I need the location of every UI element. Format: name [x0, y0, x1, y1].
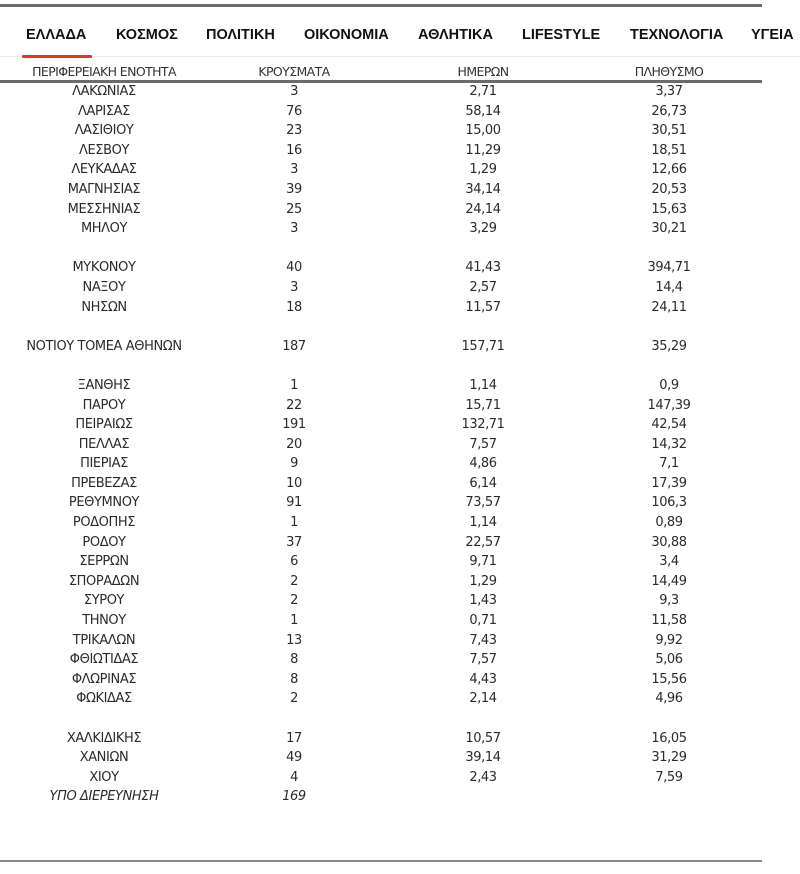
table-row — [0, 260, 762, 280]
cell-population: 12,66 — [651, 162, 687, 178]
table-row — [0, 104, 762, 124]
cell-days: 41,43 — [465, 260, 501, 276]
column-header-days: ΗΜΕΡΩΝ — [457, 64, 509, 79]
cell-cases: 2 — [290, 573, 298, 589]
table-row — [0, 182, 762, 202]
cell-cases: 40 — [286, 260, 302, 276]
cell-region: ΝΟΤΙΟΥ ΤΟΜΕΑ ΑΘΗΝΩΝ — [26, 338, 182, 354]
cell-region: ΜΥΚΟΝΟΥ — [72, 260, 136, 276]
table-row — [0, 652, 762, 672]
cell-region: ΣΥΡΟΥ — [83, 593, 125, 609]
cell-cases: 3 — [290, 279, 298, 295]
cell-days: 15,00 — [465, 123, 501, 139]
cell-region: ΛΑΣΙΘΙΟΥ — [74, 123, 134, 139]
cell-cases: 8 — [290, 671, 298, 687]
main-nav — [0, 17, 800, 57]
cell-population: 30,51 — [651, 123, 687, 139]
cell-population: 7,59 — [655, 769, 683, 785]
cell-population: 11,58 — [651, 613, 687, 629]
cell-days: 15,71 — [465, 397, 501, 413]
cell-days: 2,57 — [469, 279, 497, 295]
cell-region: ΧΙΟΥ — [89, 769, 119, 785]
cell-region: ΤΡΙΚΑΛΩΝ — [72, 632, 136, 648]
cell-cases: 25 — [286, 201, 302, 217]
table-row — [0, 770, 762, 790]
table-row — [0, 162, 762, 182]
cell-population: 147,39 — [647, 397, 691, 413]
cell-region: ΜΑΓΝΗΣΙΑΣ — [67, 181, 141, 197]
cell-population: 30,88 — [651, 534, 687, 550]
cell-region: ΛΑΚΩΝΙΑΣ — [72, 84, 136, 99]
cell-days: 7,57 — [469, 436, 497, 452]
table-row — [0, 123, 762, 143]
cell-region: ΧΑΛΚΙΔΙΚΗΣ — [66, 730, 142, 746]
cell-region: ΛΕΥΚΑΔΑΣ — [71, 162, 137, 178]
cell-region: ΦΛΩΡΙΝΑΣ — [71, 671, 137, 687]
nav-item-kosmos[interactable]: ΚΟΣΜΟΣ — [116, 27, 178, 43]
cell-population: 26,73 — [651, 103, 687, 119]
cell-cases: 4 — [290, 769, 298, 785]
cell-population: 3,37 — [655, 84, 683, 99]
cell-population: 18,51 — [651, 142, 687, 158]
cell-region: ΠΑΡΟΥ — [82, 397, 126, 413]
cell-region: ΣΕΡΡΩΝ — [79, 554, 129, 570]
cell-days: 1,29 — [469, 162, 497, 178]
cell-days: 11,57 — [465, 299, 501, 315]
cell-population: 4,96 — [655, 691, 683, 707]
cell-cases: 2 — [290, 691, 298, 707]
cell-days: 9,71 — [469, 554, 497, 570]
cell-population: 3,4 — [659, 554, 679, 570]
table-row — [0, 495, 762, 515]
cell-days: 10,57 — [465, 730, 501, 746]
cell-region: ΠΕΛΛΑΣ — [78, 436, 130, 452]
cell-region: ΧΑΝΙΩΝ — [79, 750, 129, 766]
cell-days: 0,71 — [469, 613, 497, 629]
cell-population: 30,21 — [651, 221, 687, 237]
cell-region: ΛΕΣΒΟΥ — [78, 142, 130, 158]
nav-item-lifestyle[interactable]: LIFESTYLE — [522, 27, 601, 43]
cell-region: ΣΠΟΡΑΔΩΝ — [68, 573, 140, 589]
table-row — [0, 613, 762, 633]
cell-region: ΝΗΣΩΝ — [81, 299, 127, 315]
table-row — [0, 750, 762, 770]
cell-cases: 37 — [286, 534, 302, 550]
cell-days: 73,57 — [465, 495, 501, 511]
cell-region: ΦΘΙΩΤΙΔΑΣ — [69, 652, 139, 668]
cell-region: ΡΟΔΟΥ — [82, 534, 126, 550]
nav-item-athlitika[interactable]: ΑΘΛΗΤΙΚΑ — [418, 27, 493, 43]
cell-days: 22,57 — [465, 534, 501, 550]
table-row — [0, 731, 762, 751]
cell-cases: 39 — [286, 181, 302, 197]
cell-region: ΜΕΣΣΗΝΙΑΣ — [67, 201, 141, 217]
table-row — [0, 574, 762, 594]
column-header-region: ΠΕΡΙΦΕΡΕΙΑΚΗ ΕΝΟΤΗΤΑ — [32, 64, 176, 79]
table-row — [0, 339, 762, 359]
cell-days: 7,57 — [469, 652, 497, 668]
table-row — [0, 202, 762, 222]
cell-population: 17,39 — [651, 475, 687, 491]
cell-region: ΝΑΞΟΥ — [82, 279, 126, 295]
cell-population: 9,3 — [659, 593, 679, 609]
cell-region: ΠΕΙΡΑΙΩΣ — [75, 417, 133, 433]
table-spacer-row — [0, 319, 762, 339]
cell-cases: 8 — [290, 652, 298, 668]
cell-region: ΦΩΚΙΔΑΣ — [76, 691, 132, 707]
cell-region: ΠΙΕΡΙΑΣ — [80, 456, 128, 472]
cell-cases: 3 — [290, 162, 298, 178]
cell-cases: 6 — [290, 554, 298, 570]
table-row — [0, 84, 762, 104]
table-row — [0, 143, 762, 163]
cell-cases: 169 — [282, 789, 306, 805]
cell-days: 1,43 — [469, 593, 497, 609]
table-row — [0, 437, 762, 457]
table-row — [0, 221, 762, 241]
table-row — [0, 672, 762, 692]
cell-cases: 20 — [286, 436, 302, 452]
cell-cases: 1 — [290, 613, 298, 629]
table-row — [0, 515, 762, 535]
cell-days: 157,71 — [461, 338, 505, 354]
cell-days: 2,71 — [469, 84, 497, 99]
cell-cases: 3 — [290, 221, 298, 237]
cell-region: ΠΡΕΒΕΖΑΣ — [71, 475, 137, 491]
cell-cases: 23 — [286, 123, 302, 139]
cell-cases: 1 — [290, 377, 298, 393]
cell-days: 58,14 — [465, 103, 501, 119]
table-row — [0, 691, 762, 711]
cell-population: 14,32 — [651, 436, 687, 452]
cell-population: 24,11 — [651, 299, 687, 315]
table-row — [0, 789, 762, 809]
cell-days: 1,29 — [469, 573, 497, 589]
nav-item-ygeia[interactable]: ΥΓΕΙΑ — [751, 27, 794, 43]
nav-item-oikonomia[interactable]: ΟΙΚΟΝΟΜΙΑ — [304, 27, 389, 43]
table-spacer-row — [0, 241, 762, 261]
cell-region: ΤΗΝΟΥ — [82, 613, 126, 629]
cell-population: 9,92 — [655, 632, 683, 648]
cell-days: 1,14 — [469, 377, 497, 393]
table-body — [0, 84, 762, 809]
bottom-divider — [0, 860, 762, 862]
cell-population: 106,3 — [651, 495, 687, 511]
cell-region: ΡΕΘΥΜΝΟΥ — [68, 495, 140, 511]
cell-population: 16,05 — [651, 730, 687, 746]
cell-cases: 2 — [290, 593, 298, 609]
cell-population: 35,29 — [651, 338, 687, 354]
nav-item-politiki[interactable]: ΠΟΛΙΤΙΚΗ — [206, 27, 275, 43]
cell-cases: 76 — [286, 103, 302, 119]
cell-days: 2,14 — [469, 691, 497, 707]
cell-population: 15,63 — [651, 201, 687, 217]
table-row — [0, 554, 762, 574]
cell-days: 3,29 — [469, 221, 497, 237]
cell-days: 1,14 — [469, 515, 497, 531]
cell-days: 132,71 — [461, 417, 505, 433]
cell-population: 0,9 — [659, 377, 679, 393]
cell-cases: 13 — [286, 632, 302, 648]
table-row — [0, 280, 762, 300]
column-header-cases: ΚΡΟΥΣΜΑΤΑ — [258, 64, 330, 79]
table-spacer-row — [0, 711, 762, 731]
cell-population: 15,56 — [651, 671, 687, 687]
cell-region: ΡΟΔΟΠΗΣ — [72, 515, 136, 531]
cell-days: 2,43 — [469, 769, 497, 785]
table-header — [0, 58, 762, 83]
table-row — [0, 456, 762, 476]
cell-cases: 3 — [290, 84, 298, 99]
nav-item-texnologia[interactable]: ΤΕΧΝΟΛΟΓΙΑ — [630, 27, 724, 43]
cell-cases: 191 — [282, 417, 306, 433]
cell-cases: 22 — [286, 397, 302, 413]
cell-region: ΛΑΡΙΣΑΣ — [78, 103, 130, 119]
cell-cases: 10 — [286, 475, 302, 491]
cell-population: 42,54 — [651, 417, 687, 433]
cell-days: 39,14 — [465, 750, 501, 766]
cell-days: 11,29 — [465, 142, 501, 158]
cell-cases: 9 — [290, 456, 298, 472]
cell-population: 5,06 — [655, 652, 683, 668]
table-row — [0, 593, 762, 613]
table-row — [0, 378, 762, 398]
cell-cases: 187 — [282, 338, 306, 354]
cell-cases: 17 — [286, 730, 302, 746]
cell-population: 7,1 — [659, 456, 679, 472]
cell-cases: 1 — [290, 515, 298, 531]
table-row — [0, 417, 762, 437]
column-header-population: ΠΛΗΘΥΣΜΟ — [634, 64, 704, 79]
table-row — [0, 476, 762, 496]
cell-region: ΜΗΛΟΥ — [80, 221, 128, 237]
cell-population: 31,29 — [651, 750, 687, 766]
nav-item-ellada[interactable]: ΕΛΛΑΔΑ — [26, 27, 87, 43]
cell-population: 20,53 — [651, 181, 687, 197]
cell-cases: 16 — [286, 142, 302, 158]
cell-days: 4,43 — [469, 671, 497, 687]
cell-days: 24,14 — [465, 201, 501, 217]
cell-days: 4,86 — [469, 456, 497, 472]
cell-days: 7,43 — [469, 632, 497, 648]
cell-region: ΥΠΟ ΔΙΕΡΕΥΝΗΣΗ — [49, 789, 159, 805]
cell-cases: 91 — [286, 495, 302, 511]
table-row — [0, 398, 762, 418]
cell-population: 14,49 — [651, 573, 687, 589]
table-row — [0, 633, 762, 653]
cell-cases: 49 — [286, 750, 302, 766]
cell-population: 394,71 — [647, 260, 691, 276]
table-row — [0, 300, 762, 320]
cell-region: ΞΑΝΘΗΣ — [77, 377, 131, 393]
cell-cases: 18 — [286, 299, 302, 315]
cell-population: 14,4 — [655, 279, 683, 295]
top-divider — [0, 4, 762, 7]
cell-days: 34,14 — [465, 181, 501, 197]
cell-days: 6,14 — [469, 475, 497, 491]
cell-population: 0,89 — [655, 515, 683, 531]
table-row — [0, 535, 762, 555]
table-spacer-row — [0, 358, 762, 378]
